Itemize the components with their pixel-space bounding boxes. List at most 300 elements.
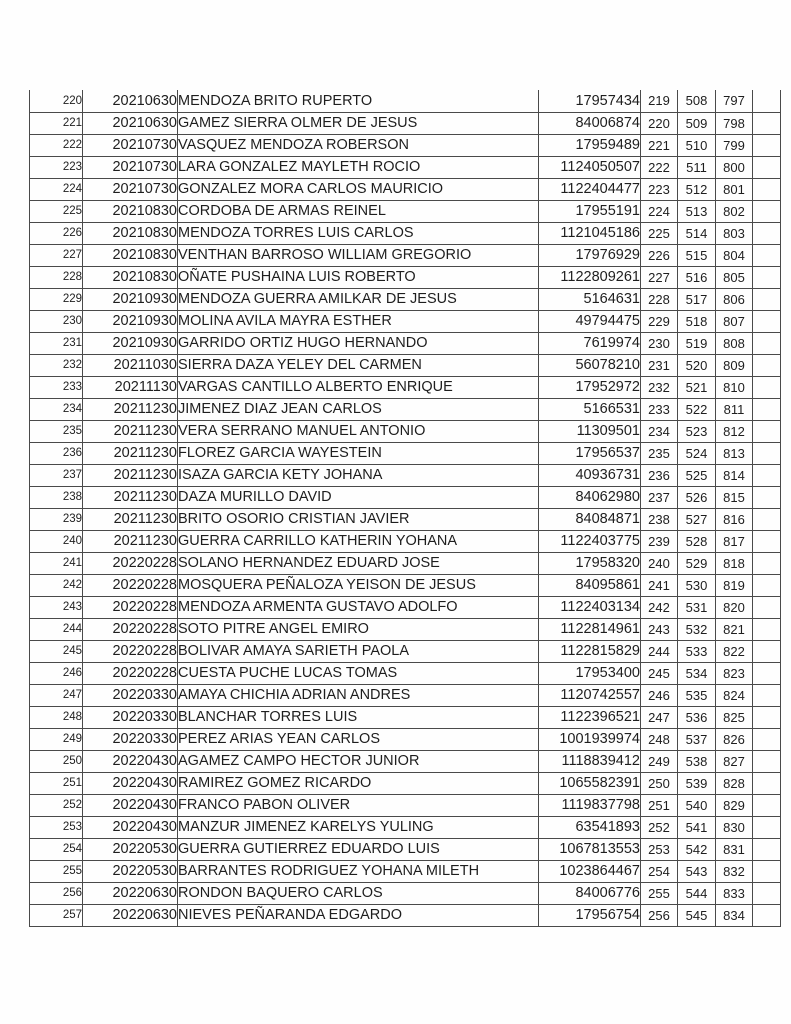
table-row: [30, 354, 781, 376]
cell-blank: [753, 706, 781, 728]
cell-row-number: 237: [30, 464, 83, 486]
table-row: [30, 486, 781, 508]
cell-seq-c: 807: [716, 310, 753, 332]
data-table: [29, 90, 781, 927]
cell-seq-a: 224: [641, 200, 678, 222]
cell-name: FRANCO PABON OLIVER: [178, 794, 539, 816]
cell-seq-b: 533: [678, 640, 716, 662]
table-row: [30, 904, 781, 926]
cell-date: 20220330: [83, 728, 178, 750]
cell-date: 20220228: [83, 618, 178, 640]
cell-seq-a: 236: [641, 464, 678, 486]
cell-date: 20211230: [83, 442, 178, 464]
cell-row-number: 241: [30, 552, 83, 574]
cell-seq-b: 528: [678, 530, 716, 552]
cell-seq-a: 245: [641, 662, 678, 684]
table-row: [30, 134, 781, 156]
cell-id-number: 17957434: [539, 90, 641, 112]
cell-seq-a: 220: [641, 112, 678, 134]
cell-row-number: 220: [30, 90, 83, 112]
cell-name: SOLANO HERNANDEZ EDUARD JOSE: [178, 552, 539, 574]
cell-seq-b: 509: [678, 112, 716, 134]
cell-date: 20210930: [83, 288, 178, 310]
cell-seq-a: 228: [641, 288, 678, 310]
cell-id-number: 1119837798: [539, 794, 641, 816]
cell-name: FLOREZ GARCIA WAYESTEIN: [178, 442, 539, 464]
cell-date: 20220228: [83, 552, 178, 574]
cell-seq-c: 799: [716, 134, 753, 156]
cell-name: JIMENEZ DIAZ JEAN CARLOS: [178, 398, 539, 420]
cell-name: GONZALEZ MORA CARLOS MAURICIO: [178, 178, 539, 200]
cell-id-number: 63541893: [539, 816, 641, 838]
cell-blank: [753, 222, 781, 244]
cell-id-number: 17956537: [539, 442, 641, 464]
cell-seq-b: 542: [678, 838, 716, 860]
cell-name: DAZA MURILLO DAVID: [178, 486, 539, 508]
cell-seq-b: 508: [678, 90, 716, 112]
cell-row-number: 257: [30, 904, 83, 926]
table-body: [30, 90, 781, 926]
cell-blank: [753, 618, 781, 640]
cell-id-number: 1122396521: [539, 706, 641, 728]
cell-row-number: 232: [30, 354, 83, 376]
cell-seq-c: 797: [716, 90, 753, 112]
cell-seq-c: 802: [716, 200, 753, 222]
cell-blank: [753, 376, 781, 398]
cell-date: 20210630: [83, 112, 178, 134]
cell-blank: [753, 662, 781, 684]
cell-blank: [753, 794, 781, 816]
cell-date: 20211230: [83, 420, 178, 442]
cell-seq-a: 223: [641, 178, 678, 200]
table-row: [30, 310, 781, 332]
cell-seq-c: 809: [716, 354, 753, 376]
cell-date: 20220330: [83, 706, 178, 728]
cell-id-number: 56078210: [539, 354, 641, 376]
cell-name: AGAMEZ CAMPO HECTOR JUNIOR: [178, 750, 539, 772]
table-row: [30, 662, 781, 684]
table-row: [30, 288, 781, 310]
cell-seq-c: 804: [716, 244, 753, 266]
cell-blank: [753, 464, 781, 486]
cell-date: 20210830: [83, 266, 178, 288]
cell-seq-a: 255: [641, 882, 678, 904]
cell-date: 20220530: [83, 860, 178, 882]
cell-date: 20220430: [83, 816, 178, 838]
table-row: [30, 200, 781, 222]
cell-id-number: 17956754: [539, 904, 641, 926]
cell-seq-b: 516: [678, 266, 716, 288]
cell-seq-b: 518: [678, 310, 716, 332]
cell-row-number: 223: [30, 156, 83, 178]
cell-date: 20220530: [83, 838, 178, 860]
cell-date: 20211130: [83, 376, 178, 398]
cell-blank: [753, 552, 781, 574]
cell-name: VASQUEZ MENDOZA ROBERSON: [178, 134, 539, 156]
cell-seq-b: 531: [678, 596, 716, 618]
table-row: [30, 816, 781, 838]
cell-date: 20220630: [83, 904, 178, 926]
cell-seq-a: 240: [641, 552, 678, 574]
cell-name: BOLIVAR AMAYA SARIETH PAOLA: [178, 640, 539, 662]
cell-name: SOTO PITRE ANGEL EMIRO: [178, 618, 539, 640]
cell-row-number: 238: [30, 486, 83, 508]
cell-seq-a: 252: [641, 816, 678, 838]
cell-seq-a: 247: [641, 706, 678, 728]
cell-seq-a: 253: [641, 838, 678, 860]
cell-date: 20211230: [83, 508, 178, 530]
cell-name: BARRANTES RODRIGUEZ YOHANA MILETH: [178, 860, 539, 882]
cell-seq-b: 527: [678, 508, 716, 530]
table-row: [30, 838, 781, 860]
cell-seq-b: 540: [678, 794, 716, 816]
cell-row-number: 243: [30, 596, 83, 618]
cell-row-number: 226: [30, 222, 83, 244]
cell-blank: [753, 640, 781, 662]
cell-seq-c: 808: [716, 332, 753, 354]
cell-seq-b: 543: [678, 860, 716, 882]
cell-id-number: 5164631: [539, 288, 641, 310]
cell-name: NIEVES PEÑARANDA EDGARDO: [178, 904, 539, 926]
cell-name: GAMEZ SIERRA OLMER DE JESUS: [178, 112, 539, 134]
cell-seq-a: 232: [641, 376, 678, 398]
cell-id-number: 84006776: [539, 882, 641, 904]
table-row: [30, 112, 781, 134]
cell-id-number: 17953400: [539, 662, 641, 684]
cell-id-number: 17976929: [539, 244, 641, 266]
cell-date: 20211230: [83, 486, 178, 508]
table-row: [30, 178, 781, 200]
cell-row-number: 221: [30, 112, 83, 134]
cell-blank: [753, 596, 781, 618]
table-row: [30, 266, 781, 288]
table-row: [30, 244, 781, 266]
cell-seq-c: 823: [716, 662, 753, 684]
cell-date: 20210930: [83, 310, 178, 332]
cell-seq-c: 833: [716, 882, 753, 904]
cell-blank: [753, 134, 781, 156]
cell-seq-c: 801: [716, 178, 753, 200]
cell-seq-a: 225: [641, 222, 678, 244]
cell-date: 20210730: [83, 178, 178, 200]
table-row: [30, 398, 781, 420]
table-row: [30, 420, 781, 442]
cell-blank: [753, 816, 781, 838]
cell-seq-c: 828: [716, 772, 753, 794]
cell-name: MENDOZA ARMENTA GUSTAVO ADOLFO: [178, 596, 539, 618]
cell-row-number: 244: [30, 618, 83, 640]
cell-name: MANZUR JIMENEZ KARELYS YULING: [178, 816, 539, 838]
cell-row-number: 256: [30, 882, 83, 904]
cell-id-number: 1122404477: [539, 178, 641, 200]
cell-id-number: 17952972: [539, 376, 641, 398]
cell-name: VARGAS CANTILLO ALBERTO ENRIQUE: [178, 376, 539, 398]
cell-id-number: 40936731: [539, 464, 641, 486]
cell-seq-c: 834: [716, 904, 753, 926]
cell-row-number: 246: [30, 662, 83, 684]
cell-seq-b: 544: [678, 882, 716, 904]
cell-id-number: 11309501: [539, 420, 641, 442]
cell-blank: [753, 728, 781, 750]
cell-blank: [753, 530, 781, 552]
cell-seq-a: 237: [641, 486, 678, 508]
table-row: [30, 332, 781, 354]
cell-date: 20220430: [83, 794, 178, 816]
cell-id-number: 1122809261: [539, 266, 641, 288]
cell-blank: [753, 684, 781, 706]
cell-row-number: 239: [30, 508, 83, 530]
table-row: [30, 376, 781, 398]
cell-row-number: 247: [30, 684, 83, 706]
cell-seq-c: 822: [716, 640, 753, 662]
cell-seq-b: 517: [678, 288, 716, 310]
cell-blank: [753, 354, 781, 376]
cell-row-number: 245: [30, 640, 83, 662]
cell-row-number: 229: [30, 288, 83, 310]
table-row: [30, 90, 781, 112]
cell-seq-b: 514: [678, 222, 716, 244]
table-row: [30, 860, 781, 882]
cell-id-number: 17958320: [539, 552, 641, 574]
table-row: [30, 684, 781, 706]
cell-blank: [753, 244, 781, 266]
cell-blank: [753, 288, 781, 310]
cell-seq-c: 832: [716, 860, 753, 882]
cell-date: 20211230: [83, 398, 178, 420]
cell-seq-c: 826: [716, 728, 753, 750]
cell-seq-a: 242: [641, 596, 678, 618]
cell-seq-c: 817: [716, 530, 753, 552]
cell-date: 20220430: [83, 750, 178, 772]
cell-seq-b: 521: [678, 376, 716, 398]
cell-id-number: 17955191: [539, 200, 641, 222]
cell-name: MOLINA AVILA MAYRA ESTHER: [178, 310, 539, 332]
cell-seq-c: 825: [716, 706, 753, 728]
cell-date: 20211030: [83, 354, 178, 376]
cell-name: MOSQUERA PEÑALOZA YEISON DE JESUS: [178, 574, 539, 596]
cell-id-number: 84006874: [539, 112, 641, 134]
cell-seq-b: 530: [678, 574, 716, 596]
cell-seq-b: 529: [678, 552, 716, 574]
cell-row-number: 228: [30, 266, 83, 288]
cell-row-number: 251: [30, 772, 83, 794]
cell-seq-c: 814: [716, 464, 753, 486]
cell-seq-c: 827: [716, 750, 753, 772]
cell-name: RAMIREZ GOMEZ RICARDO: [178, 772, 539, 794]
cell-name: MENDOZA BRITO RUPERTO: [178, 90, 539, 112]
cell-seq-b: 513: [678, 200, 716, 222]
cell-seq-a: 221: [641, 134, 678, 156]
table-row: [30, 706, 781, 728]
table-row: [30, 618, 781, 640]
cell-seq-b: 535: [678, 684, 716, 706]
cell-date: 20210630: [83, 90, 178, 112]
cell-row-number: 234: [30, 398, 83, 420]
table-row: [30, 882, 781, 904]
cell-name: BLANCHAR TORRES LUIS: [178, 706, 539, 728]
cell-row-number: 235: [30, 420, 83, 442]
cell-seq-a: 248: [641, 728, 678, 750]
cell-seq-c: 818: [716, 552, 753, 574]
cell-seq-b: 523: [678, 420, 716, 442]
cell-date: 20210830: [83, 200, 178, 222]
cell-blank: [753, 442, 781, 464]
cell-seq-a: 230: [641, 332, 678, 354]
cell-name: LARA GONZALEZ MAYLETH ROCIO: [178, 156, 539, 178]
cell-blank: [753, 112, 781, 134]
table-row: [30, 574, 781, 596]
cell-id-number: 84084871: [539, 508, 641, 530]
cell-seq-b: 520: [678, 354, 716, 376]
cell-id-number: 1122814961: [539, 618, 641, 640]
cell-blank: [753, 574, 781, 596]
cell-name: GARRIDO ORTIZ HUGO HERNANDO: [178, 332, 539, 354]
cell-date: 20210730: [83, 134, 178, 156]
cell-row-number: 250: [30, 750, 83, 772]
cell-blank: [753, 508, 781, 530]
cell-date: 20220330: [83, 684, 178, 706]
cell-seq-b: 525: [678, 464, 716, 486]
table-row: [30, 508, 781, 530]
cell-seq-a: 235: [641, 442, 678, 464]
cell-seq-b: 519: [678, 332, 716, 354]
cell-id-number: 5166531: [539, 398, 641, 420]
cell-seq-c: 806: [716, 288, 753, 310]
cell-seq-a: 249: [641, 750, 678, 772]
cell-seq-a: 238: [641, 508, 678, 530]
cell-seq-c: 810: [716, 376, 753, 398]
cell-date: 20220430: [83, 772, 178, 794]
cell-id-number: 1122815829: [539, 640, 641, 662]
cell-blank: [753, 838, 781, 860]
cell-seq-b: 526: [678, 486, 716, 508]
cell-row-number: 224: [30, 178, 83, 200]
cell-row-number: 240: [30, 530, 83, 552]
cell-date: 20211230: [83, 464, 178, 486]
cell-seq-a: 219: [641, 90, 678, 112]
cell-seq-c: 798: [716, 112, 753, 134]
cell-seq-c: 812: [716, 420, 753, 442]
cell-seq-a: 256: [641, 904, 678, 926]
cell-seq-b: 510: [678, 134, 716, 156]
cell-name: SIERRA DAZA YELEY DEL CARMEN: [178, 354, 539, 376]
cell-id-number: 49794475: [539, 310, 641, 332]
cell-blank: [753, 772, 781, 794]
cell-seq-c: 831: [716, 838, 753, 860]
cell-row-number: 255: [30, 860, 83, 882]
cell-name: PEREZ ARIAS YEAN CARLOS: [178, 728, 539, 750]
cell-row-number: 236: [30, 442, 83, 464]
cell-blank: [753, 90, 781, 112]
cell-seq-a: 246: [641, 684, 678, 706]
cell-date: 20210830: [83, 222, 178, 244]
cell-name: MENDOZA GUERRA AMILKAR DE JESUS: [178, 288, 539, 310]
cell-seq-c: 819: [716, 574, 753, 596]
cell-name: ISAZA GARCIA KETY JOHANA: [178, 464, 539, 486]
cell-seq-c: 811: [716, 398, 753, 420]
cell-blank: [753, 420, 781, 442]
cell-id-number: 1120742557: [539, 684, 641, 706]
cell-seq-c: 821: [716, 618, 753, 640]
cell-date: 20220228: [83, 662, 178, 684]
cell-seq-b: 537: [678, 728, 716, 750]
cell-blank: [753, 882, 781, 904]
cell-date: 20220228: [83, 596, 178, 618]
cell-seq-b: 541: [678, 816, 716, 838]
cell-id-number: 17959489: [539, 134, 641, 156]
cell-row-number: 242: [30, 574, 83, 596]
cell-seq-b: 534: [678, 662, 716, 684]
table-row: [30, 222, 781, 244]
cell-seq-b: 515: [678, 244, 716, 266]
cell-seq-c: 800: [716, 156, 753, 178]
cell-seq-c: 805: [716, 266, 753, 288]
cell-blank: [753, 266, 781, 288]
cell-seq-a: 226: [641, 244, 678, 266]
cell-id-number: 1121045186: [539, 222, 641, 244]
cell-id-number: 84095861: [539, 574, 641, 596]
cell-seq-a: 233: [641, 398, 678, 420]
cell-seq-b: 511: [678, 156, 716, 178]
cell-blank: [753, 156, 781, 178]
cell-name: GUERRA CARRILLO KATHERIN YOHANA: [178, 530, 539, 552]
cell-seq-c: 816: [716, 508, 753, 530]
cell-name: GUERRA GUTIERREZ EDUARDO LUIS: [178, 838, 539, 860]
cell-row-number: 227: [30, 244, 83, 266]
cell-blank: [753, 398, 781, 420]
table-row: [30, 750, 781, 772]
cell-blank: [753, 904, 781, 926]
cell-name: BRITO OSORIO CRISTIAN JAVIER: [178, 508, 539, 530]
cell-row-number: 230: [30, 310, 83, 332]
table-row: [30, 728, 781, 750]
cell-seq-a: 229: [641, 310, 678, 332]
cell-date: 20210730: [83, 156, 178, 178]
cell-seq-b: 536: [678, 706, 716, 728]
table-row: [30, 640, 781, 662]
cell-seq-c: 830: [716, 816, 753, 838]
cell-blank: [753, 860, 781, 882]
cell-date: 20210930: [83, 332, 178, 354]
cell-row-number: 222: [30, 134, 83, 156]
cell-blank: [753, 750, 781, 772]
cell-id-number: 84062980: [539, 486, 641, 508]
cell-date: 20220630: [83, 882, 178, 904]
cell-name: VENTHAN BARROSO WILLIAM GREGORIO: [178, 244, 539, 266]
cell-name: OÑATE PUSHAINA LUIS ROBERTO: [178, 266, 539, 288]
cell-seq-a: 244: [641, 640, 678, 662]
cell-row-number: 248: [30, 706, 83, 728]
cell-seq-c: 813: [716, 442, 753, 464]
cell-date: 20211230: [83, 530, 178, 552]
cell-seq-c: 803: [716, 222, 753, 244]
cell-id-number: 1065582391: [539, 772, 641, 794]
table-row: [30, 464, 781, 486]
cell-blank: [753, 486, 781, 508]
cell-seq-b: 512: [678, 178, 716, 200]
cell-row-number: 254: [30, 838, 83, 860]
cell-id-number: 1124050507: [539, 156, 641, 178]
table-row: [30, 530, 781, 552]
cell-name: CORDOBA DE ARMAS REINEL: [178, 200, 539, 222]
cell-date: 20220228: [83, 640, 178, 662]
table-row: [30, 442, 781, 464]
cell-row-number: 253: [30, 816, 83, 838]
cell-row-number: 252: [30, 794, 83, 816]
table-row: [30, 794, 781, 816]
cell-name: CUESTA PUCHE LUCAS TOMAS: [178, 662, 539, 684]
cell-seq-b: 539: [678, 772, 716, 794]
